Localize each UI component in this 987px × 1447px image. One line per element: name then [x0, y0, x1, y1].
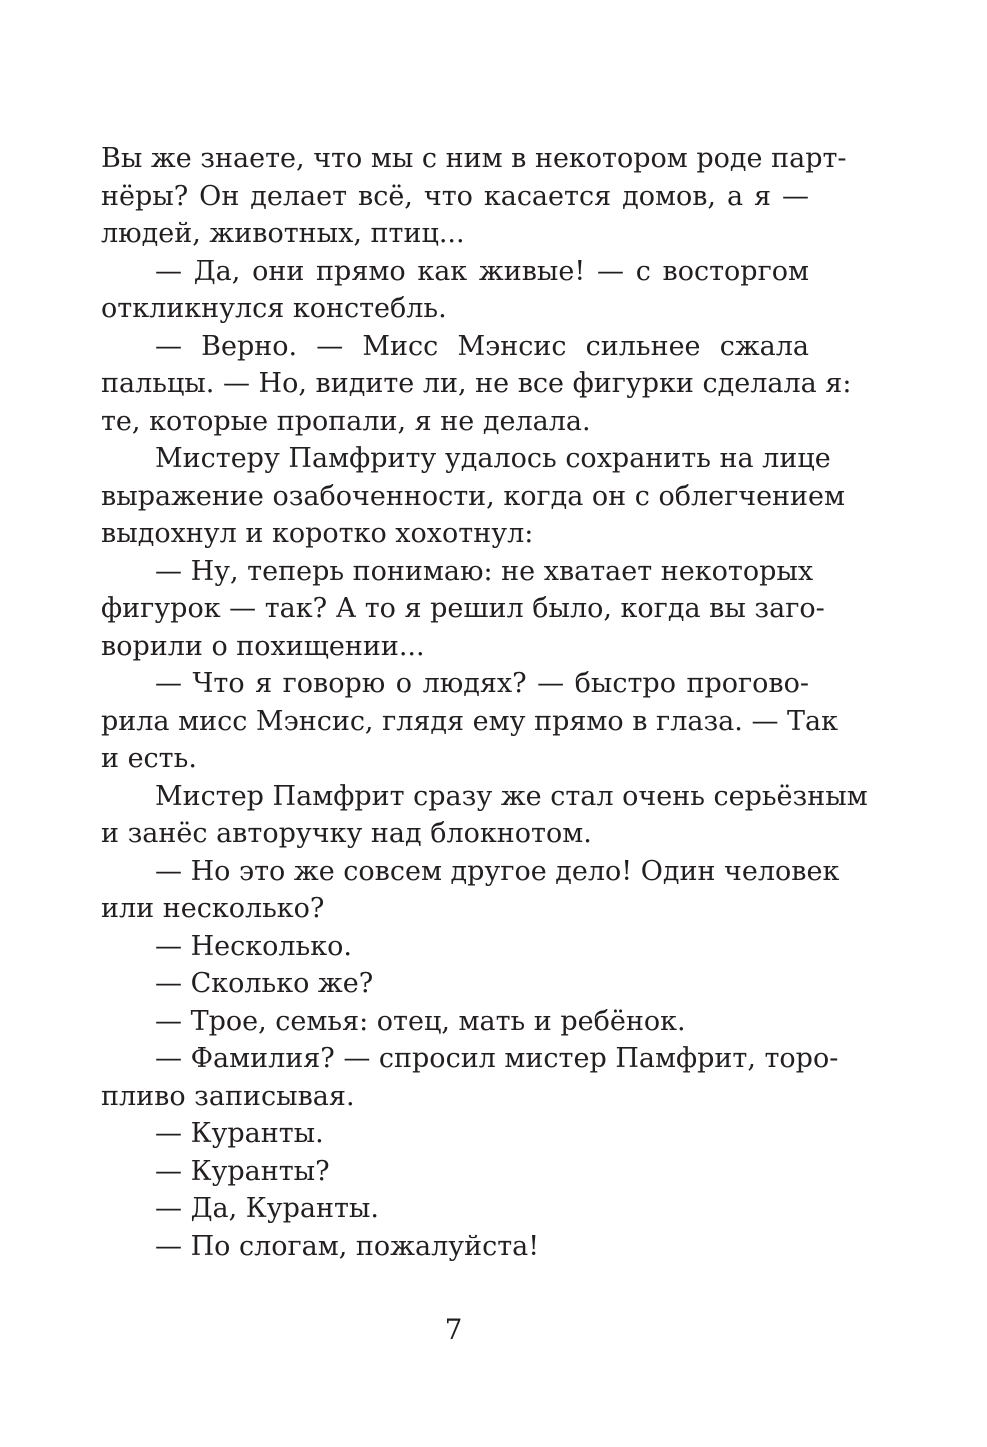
text-line: и есть. — [101, 743, 197, 774]
text-line: — Верно. — Мисс Мэнсис сильнее сжала — [155, 330, 809, 362]
text-line: пальцы. — Но, видите ли, не все фигурки сделала я: — [101, 368, 852, 399]
text-line: — Несколько. — [155, 930, 352, 962]
text-line: — Но это же совсем другое дело! Один человек — [155, 855, 840, 887]
text-line: — Что я говорю о людях? — быстро прогово- — [155, 668, 809, 699]
text-line: — Да, они прямо как живые! — с восторгом — [155, 255, 809, 287]
page-number: 7 — [444, 1313, 463, 1346]
text-line: — Сколько же? — [155, 968, 374, 999]
text-line: рила мисс Мэнсис, глядя ему прямо в глаза. — Так — [101, 705, 839, 737]
text-line: — Трое, семья: отец, мать и ребёнок. — [155, 1005, 686, 1037]
text-line: откликнулся констебль. — [101, 293, 447, 324]
text-line: фигурок — так? А то я решил было, когда вы заго- — [101, 593, 825, 624]
text-line: пливо записывая. — [101, 1080, 355, 1112]
text-line: выражение озабоченности, когда он с облегчением — [101, 480, 846, 512]
text-line: Мистер Памфрит сразу же стал очень серьёзным — [155, 780, 868, 812]
text-line: или несколько? — [101, 893, 325, 924]
text-line: нёры? Он делает всё, что касается домов, а я — — [101, 180, 809, 212]
text-line: — Ну, теперь понимаю: не хватает некоторых — [155, 555, 814, 587]
text-line: — Да, Куранты. — [155, 1193, 379, 1224]
text-line: те, которые пропали, я не делала. — [101, 405, 591, 437]
text-line: Мистеру Памфриту удалось сохранить на лице — [155, 443, 831, 474]
text-line: людей, животных, птиц... — [101, 218, 465, 249]
text-line: — По слогам, пожалуйста! — [155, 1230, 540, 1262]
text-line: — Фамилия? — спросил мистер Памфрит, торо- — [155, 1043, 839, 1074]
body-text — [101, 140, 868, 1265]
text-line: Вы же знаете, что мы с ним в некотором роде парт- — [101, 143, 847, 174]
text-line: ворили о похищении... — [101, 630, 425, 662]
text-line: — Куранты? — [155, 1155, 330, 1187]
text-line: и занёс авторучку над блокнотом. — [101, 818, 592, 849]
text-line: — Куранты. — [155, 1118, 324, 1149]
text-line: выдохнул и коротко хохотнул: — [101, 518, 534, 549]
